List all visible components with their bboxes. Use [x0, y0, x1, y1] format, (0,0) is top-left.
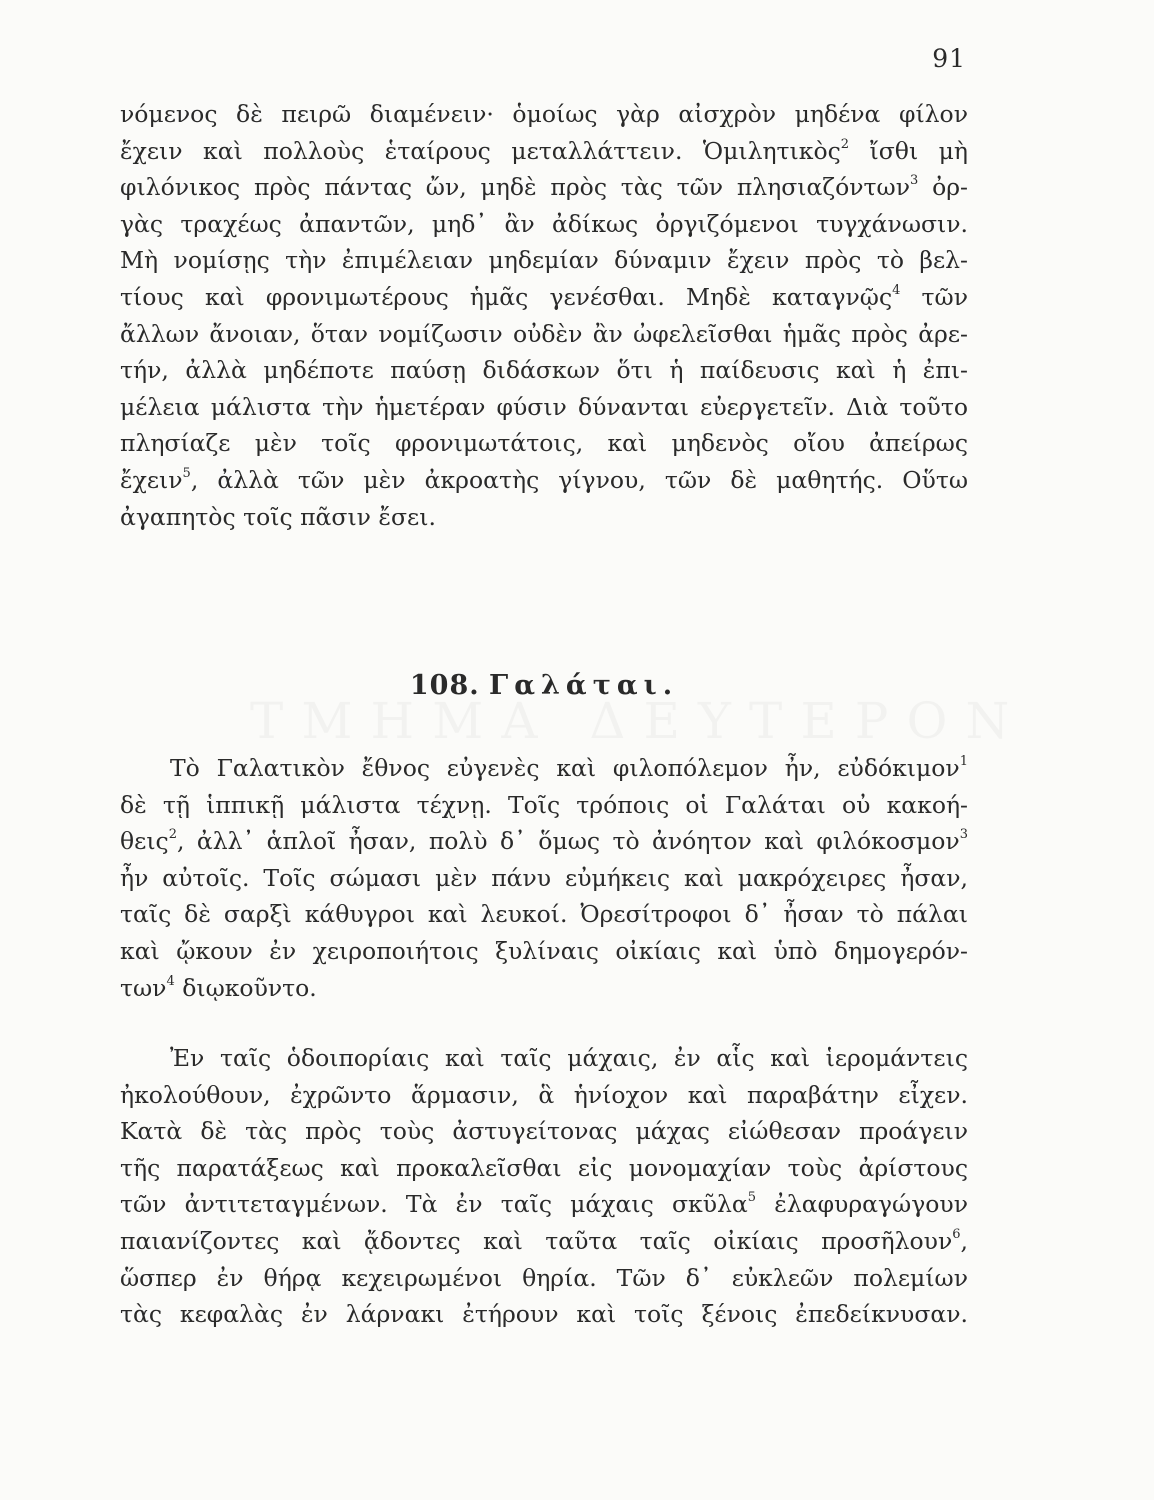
text-line: τῆς παρατάξεως καὶ προκαλεῖσθαι εἰς μονομαχίαν τοὺς ἀρίστους [120, 1153, 968, 1182]
text-line: Μὴ νομίσῃς τὴν ἐπιμέλειαν μηδεμίαν δύναμιν ἔχειν πρὸς τὸ βελ- [120, 246, 968, 275]
section-number: 108. [409, 670, 480, 701]
paragraph-2 [120, 750, 968, 1006]
text-line: ἦν αὐτοῖς. Τοῖς σώμασι μὲν πάνυ εὐμήκεις καὶ μακρόχειρες ἦσαν, [120, 863, 968, 892]
footnote-marker: 5 [747, 1190, 757, 1206]
text-line: δὲ τῇ ἱππικῇ μάλιστα τέχνῃ. Τοῖς τρόποις οἱ Γαλάται οὐ κακοή- [120, 790, 968, 819]
footnote-marker: 2 [840, 136, 850, 152]
text-line: ἀγαπητὸς τοῖς πᾶσιν ἔσει. [120, 502, 436, 531]
text-line: ὥσπερ ἐν θήρᾳ κεχειρωμένοι θηρία. Τῶν δ᾽ εὐκλεῶν πολεμίων [120, 1263, 968, 1292]
paragraph-1 [120, 96, 968, 535]
footnote-marker: 4 [892, 282, 901, 298]
text-line: τὰς κεφαλὰς ἐν λάρνακι ἐτήρουν καὶ τοῖς ξένοις ἐπεδείκνυσαν. [120, 1300, 968, 1329]
text-line: ἔχειν$^5$, ἀλλὰ τῶν μὲν ἀκροατὴς γίγνου, τῶν δὲ μαθητής. Οὕτω [120, 465, 968, 494]
text-line: νόμενος δὲ πειρῶ διαμένειν· ὁμοίως γὰρ αἰσχρὸν μηδένα φίλον [120, 100, 968, 128]
text-line: Ἐν ταῖς ὁδοιπορίαις καὶ ταῖς μάχαις, ἐν αἷς καὶ ἱερομάντεις [170, 1044, 968, 1072]
text-line: τήν, ἀλλὰ μηδέποτε παύσῃ διδάσκων ὅτι ἡ παίδευσις καὶ ἡ ἐπι- [120, 356, 968, 385]
text-line: τῶν ἀντιτεταγμένων. Τὰ ἐν ταῖς μάχαις σκῦλα$^5$ ἐλαφυραγώγουν [120, 1190, 968, 1219]
text-line: μέλεια μάλιστα τὴν ἡμετέραν φύσιν δύνανται εὐεργετεῖν. Διὰ τοῦτο [120, 392, 968, 421]
footnote-marker: 5 [182, 465, 191, 481]
section-heading [120, 666, 968, 706]
text-line: ἄλλων ἄνοιαν, ὅταν νομίζωσιν οὐδὲν ἂν ὠφελεῖσθαι ἡμᾶς πρὸς ἀρε- [120, 319, 968, 348]
footnote-marker: 6 [952, 1226, 961, 1242]
text-line: ἔχειν καὶ πολλοὺς ἑταίρους μεταλλάττειν. Ὁμιλητικὸς$^2$ ἴσθι μὴ [120, 136, 968, 165]
text-line: Κατὰ δὲ τὰς πρὸς τοὺς ἀστυγείτονας μάχας εἰώθεσαν προάγειν [120, 1117, 968, 1146]
text-line: Τὸ Γαλατικὸν ἔθνος εὐγενὲς καὶ φιλοπόλεμον ἦν, εὐδόκιμον$^1$ [170, 754, 968, 782]
paragraph-3 [120, 1040, 968, 1333]
text-line: γὰς τραχέως ἀπαντῶν, μηδ᾽ ἂν ἀδίκως ὀργιζόμενοι τυγχάνωσιν. [120, 209, 968, 238]
section-title: Γαλάται. [489, 670, 679, 701]
footnote-marker: 4 [166, 973, 175, 989]
text-line: θεις$^2$, ἀλλ᾽ ἁπλοῖ ἦσαν, πολὺ δ᾽ ὅμως τὸ ἀνόητον καὶ φιλόκοσμον$^3$ [120, 827, 968, 856]
text-line: πλησίαζε μὲν τοῖς φρονιμωτάτοις, καὶ μηδενὸς οἴου ἀπείρως [120, 429, 968, 458]
text-line: των$^4$ διῳκοῦντο. [120, 973, 317, 1002]
text-line: παιανίζοντες καὶ ᾄδοντες καὶ ταῦτα ταῖς οἰκίαις προσῆλουν$^6$, [120, 1226, 968, 1255]
page-number: 91 [932, 44, 966, 73]
footnote-marker: 3 [959, 827, 968, 843]
text-line: τίους καὶ φρονιμωτέρους ἡμᾶς γενέσθαι. Μηδὲ καταγνῷς$^4$ τῶν [120, 282, 968, 311]
footnote-marker: 3 [910, 173, 919, 189]
text-line: ἠκολούθουν, ἐχρῶντο ἅρμασιν, ἃ ἡνίοχον καὶ παραβάτην εἶχεν. [120, 1080, 968, 1109]
text-line: φιλόνικος πρὸς πάντας ὤν, μηδὲ πρὸς τὰς τῶν πλησιαζόντων$^3$ ὀρ- [120, 173, 968, 202]
footnote-marker: 2 [168, 827, 177, 843]
footnote-marker: 1 [959, 754, 968, 769]
text-line: καὶ ᾤκουν ἐν χειροποιήτοις ξυλίναις οἰκίαις καὶ ὑπὸ δημογερόν- [120, 936, 968, 965]
text-line: ταῖς δὲ σαρξὶ κάθυγροι καὶ λευκοί. Ὀρεσίτροφοι δ᾽ ἦσαν τὸ πάλαι [120, 900, 968, 929]
